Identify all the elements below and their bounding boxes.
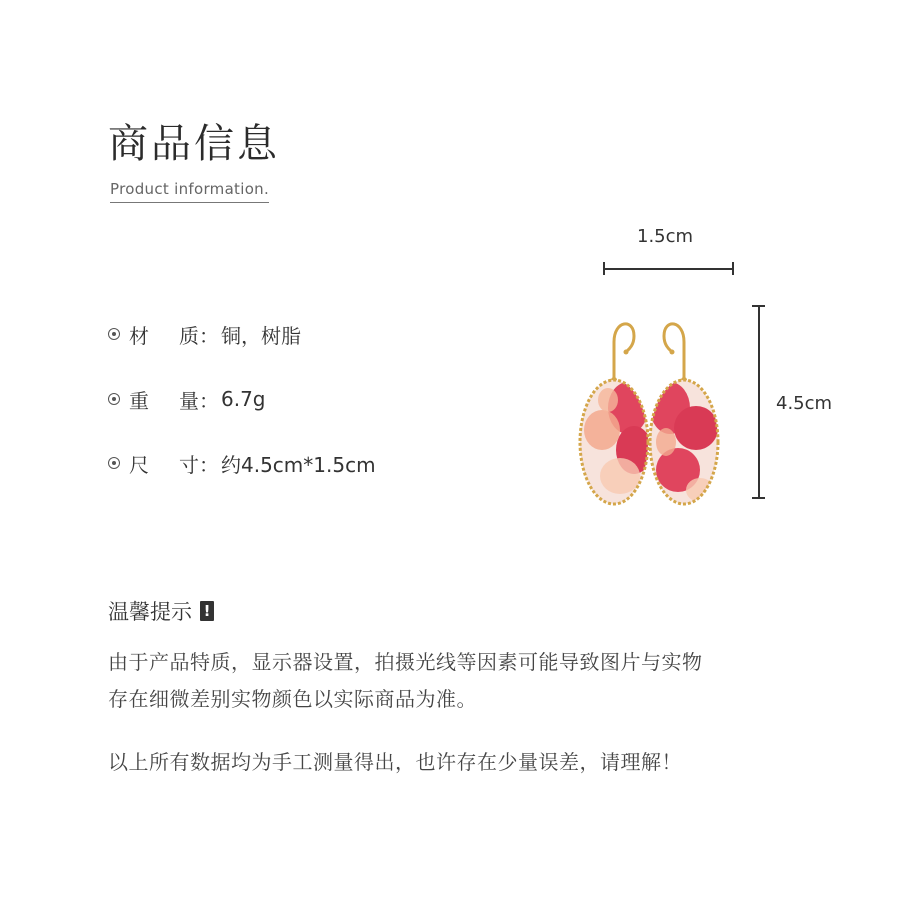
height-dimension-cap: [752, 305, 765, 307]
width-dimension-line: [603, 268, 733, 270]
spec-label: 重: [129, 388, 149, 413]
spec-separator: ：: [199, 323, 219, 348]
spec-separator: ：: [199, 388, 219, 413]
spec-weight-row: [108, 385, 266, 413]
spec-label: 材: [129, 323, 149, 348]
spec-value: 6.7g: [221, 387, 266, 411]
page-subtitle: Product information.: [110, 180, 269, 203]
spec-size-row: [108, 449, 376, 477]
height-dimension-line: [758, 306, 760, 498]
width-dimension-label: 1.5cm: [637, 226, 694, 247]
spec-label: 量: [179, 388, 199, 413]
spec-label: 质: [179, 323, 199, 348]
width-dimension-cap: [603, 262, 605, 275]
spec-separator: ：: [199, 452, 219, 477]
earrings-image: [570, 300, 730, 510]
page-title: 商品信息: [108, 121, 280, 167]
height-dimension-label: 4.5cm: [776, 393, 833, 414]
notice-line-1: 由于产品特质，显示器设置，拍摄光线等因素可能导致图片与实物: [108, 650, 703, 674]
bullet-icon: [108, 328, 120, 340]
spec-material-row: [108, 320, 301, 348]
spec-value: 约4.5cm*1.5cm: [221, 452, 376, 477]
spec-label: 寸: [179, 452, 199, 477]
notice-line-2: 存在细微差别实物颜色以实际商品为准。: [108, 687, 477, 711]
height-dimension-cap: [752, 497, 765, 499]
spec-label: 尺: [129, 452, 149, 477]
notice-line-3: 以上所有数据均为手工测量得出，也许存在少量误差，请理解！: [108, 750, 682, 774]
bullet-icon: [108, 393, 120, 405]
notice-title-text: 温馨提示: [108, 600, 192, 624]
notice-title: [108, 596, 214, 626]
width-dimension-cap: [732, 262, 734, 275]
spec-value: 铜，树脂: [221, 323, 301, 348]
bullet-icon: [108, 457, 120, 469]
warning-icon: !: [200, 601, 214, 621]
